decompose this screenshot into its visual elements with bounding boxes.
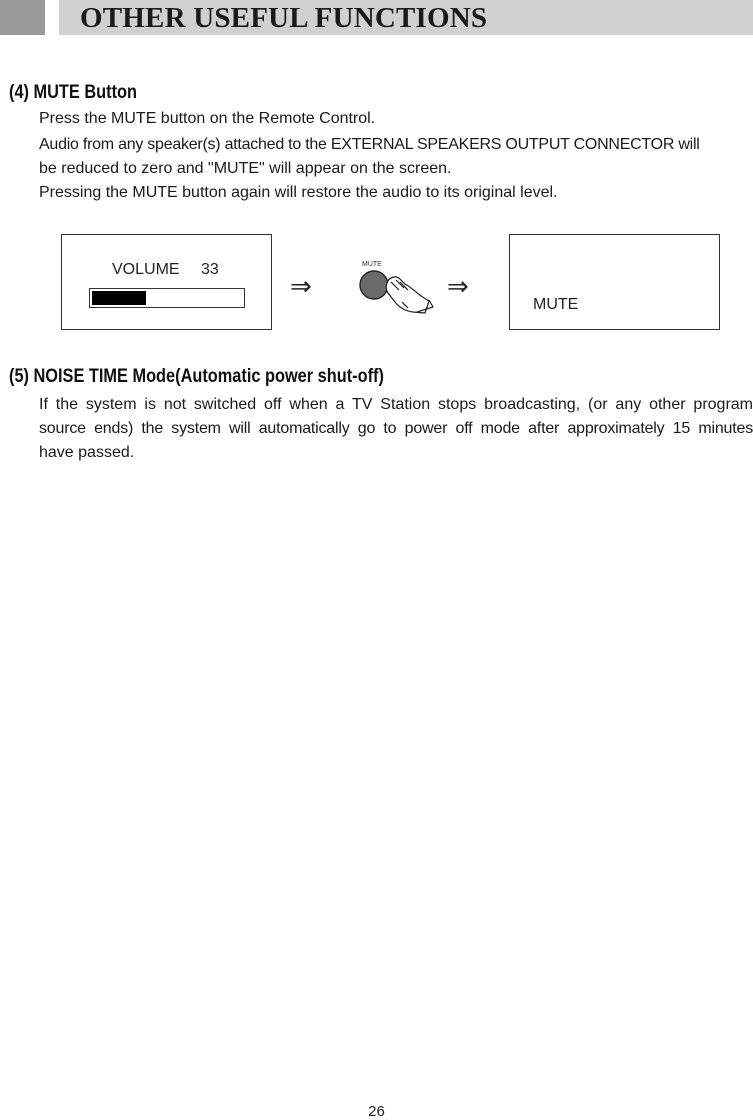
noise-line-3: have passed. <box>39 444 135 461</box>
header-tab <box>0 0 45 35</box>
volume-bar-fill <box>92 291 146 305</box>
noise-line-2: source ends) the system will automatically go to power off mode after approximately 15 minutes <box>39 420 753 437</box>
volume-bar <box>89 288 245 308</box>
volume-value: 33 <box>201 261 219 278</box>
mute-line-2: Audio from any speaker(s) attached to the EXTERNAL SPEAKERS OUTPUT CONNECTOR will <box>39 136 700 153</box>
page-number: 26 <box>368 1103 385 1120</box>
page-title: OTHER USEFUL FUNCTIONS <box>80 2 488 34</box>
mute-osd-text: MUTE <box>533 296 579 313</box>
mute-button-label: MUTE <box>362 261 382 268</box>
noise-time-heading: (5) NOISE TIME Mode(Automatic power shut-off) <box>9 366 384 387</box>
noise-line-1: If the system is not switched off when a TV Station stops broadcasting, (or any other program <box>39 396 753 413</box>
mute-press-illustration <box>355 255 445 325</box>
mute-line-4: Pressing the MUTE button again will restore the audio to its original level. <box>39 184 558 201</box>
mute-section-heading: (4) MUTE Button <box>9 82 137 103</box>
volume-label: VOLUME <box>112 261 180 278</box>
mute-line-3: be reduced to zero and "MUTE" will appear on the screen. <box>39 160 452 177</box>
mute-button-icon <box>360 271 388 299</box>
mute-screen <box>509 234 720 330</box>
volume-screen <box>61 234 272 330</box>
arrow-right-icon: ⇒ <box>447 271 469 301</box>
pointing-hand-icon <box>386 277 433 313</box>
mute-line-1: Press the MUTE button on the Remote Control. <box>39 110 376 127</box>
arrow-right-icon: ⇒ <box>290 271 312 301</box>
